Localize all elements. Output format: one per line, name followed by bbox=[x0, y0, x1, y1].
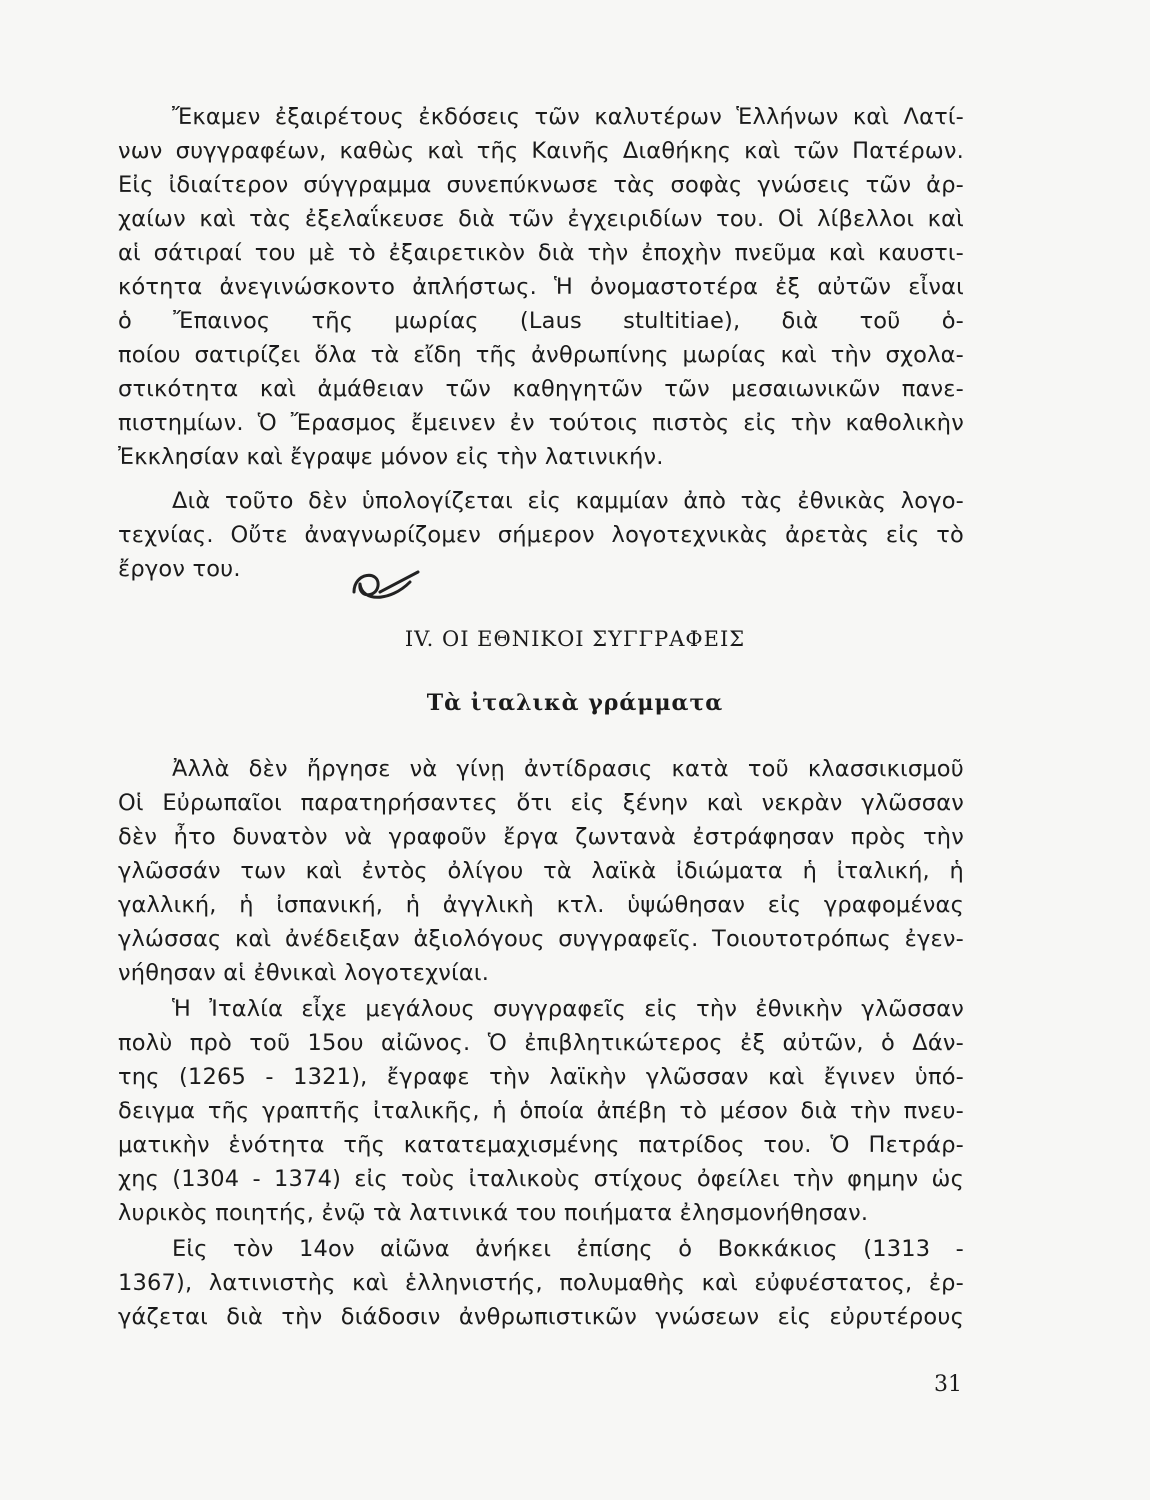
text-line: Οἱ Εὐρωπαῖοι παρατηρήσαντες ὅτι εἰς ξένην καὶ νεκρὰν γλῶσσαν bbox=[118, 790, 964, 816]
text-line: Ἐκκλησίαν καὶ ἔγραψε μόνον εἰς τὴν λατινικήν. bbox=[118, 444, 664, 470]
text-line: πιστημίων. Ὁ Ἔρασμος ἔμεινεν ἐν τούτοις πιστὸς εἰς τὴν καθολικὴν bbox=[118, 410, 964, 436]
text-line: γλῶσσάν των καὶ ἐντὸς ὀλίγου τὰ λαϊκὰ ἰδιώματα ἡ ἰταλική, ἡ bbox=[118, 858, 964, 884]
text-line: νων συγγραφέων, καθὼς καὶ τῆς Καινῆς Διαθήκης καὶ τῶν Πατέρων. bbox=[118, 138, 964, 164]
text-line: λυρικὸς ποιητής, ἐνῷ τὰ λατινικά του ποιήματα ἐλησμονήθησαν. bbox=[118, 1200, 869, 1226]
text-line: γλώσσας καὶ ἀνέδειξαν ἀξιολόγους συγγραφεῖς. Τοιουτοτρόπως ἐγεν- bbox=[118, 926, 964, 952]
text-line: δὲν ἦτο δυνατὸν νὰ γραφοῦν ἔργα ζωντανὰ ἐστράφησαν πρὸς τὴν bbox=[118, 824, 964, 850]
text-line: αἱ σάτιραί του μὲ τὸ ἐξαιρετικὸν διὰ τὴν ἐποχὴν πνεῦμα καὶ καυστι- bbox=[118, 240, 964, 266]
ornament-icon bbox=[340, 562, 430, 612]
text-line: πολὺ πρὸ τοῦ 15ου αἰῶνος. Ὁ ἐπιβλητικώτερος ἐξ αὐτῶν, ὁ Δάν- bbox=[118, 1030, 964, 1056]
text-line: νήθησαν αἱ ἐθνικαὶ λογοτεχνίαι. bbox=[118, 960, 490, 986]
text-line: της (1265 - 1321), ἔγραφε τὴν λαϊκὴν γλῶσσαν καὶ ἔγινεν ὑπό- bbox=[118, 1064, 964, 1090]
text-line: Διὰ τοῦτο δὲν ὑπολογίζεται εἰς καμμίαν ἀπὸ τὰς ἐθνικὰς λογο- bbox=[172, 488, 964, 514]
subheading: Τὰ ἰταλικὰ γράμματα bbox=[426, 690, 724, 716]
text-line: χαίων καὶ τὰς ἐξελαΐκευσε διὰ τῶν ἐγχειριδίων του. Οἱ λίβελλοι καὶ bbox=[118, 206, 964, 232]
text-line: ποίου σατιρίζει ὅλα τὰ εἴδη τῆς ἀνθρωπίνης μωρίας καὶ τὴν σχολα- bbox=[118, 342, 964, 368]
text-line: Ἔκαμεν ἐξαιρέτους ἐκδόσεις τῶν καλυτέρων Ἑλλήνων καὶ Λατί- bbox=[172, 104, 964, 130]
section-heading: IV. ΟΙ ΕΘΝΙΚΟΙ ΣΥΓΓΡΑΦΕΙΣ bbox=[404, 627, 746, 651]
text-line: ἔργον του. bbox=[118, 556, 241, 582]
text-line: 1367), λατινιστὴς καὶ ἑλληνιστής, πολυμαθὴς καὶ εὐφυέστατος, ἐρ- bbox=[118, 1270, 964, 1296]
text-line: ὁ Ἔπαινος τῆς μωρίας (Laus stultitiae), διὰ τοῦ ὁ- bbox=[118, 308, 964, 334]
text-line: στικότητα καὶ ἀμάθειαν τῶν καθηγητῶν τῶν μεσαιωνικῶν πανε- bbox=[118, 376, 964, 402]
text-line: τεχνίας. Οὔτε ἀναγνωρίζομεν σήμερον λογοτεχνικὰς ἀρετὰς εἰς τὸ bbox=[118, 522, 964, 548]
text-line: Ἀλλὰ δὲν ἤργησε νὰ γίνῃ ἀντίδρασις κατὰ τοῦ κλασσικισμοῦ bbox=[172, 756, 964, 782]
text-line: χης (1304 - 1374) εἰς τοὺς ἰταλικοὺς στίχους ὀφείλει τὴν φημην ὡς bbox=[118, 1166, 964, 1192]
text-line: γαλλική, ἡ ἰσπανική, ἡ ἀγγλικὴ κτλ. ὑψώθησαν εἰς γραφομένας bbox=[118, 892, 964, 918]
text-line: δειγμα τῆς γραπτῆς ἰταλικῆς, ἡ ὁποία ἀπέβη τὸ μέσον διὰ τὴν πνευ- bbox=[118, 1098, 964, 1124]
text-line: Εἰς τὸν 14ον αἰῶνα ἀνήκει ἐπίσης ὁ Βοκκάκιος (1313 - bbox=[172, 1236, 964, 1262]
text-line: Ἡ Ἰταλία εἶχε μεγάλους συγγραφεῖς εἰς τὴν ἐθνικὴν γλῶσσαν bbox=[172, 996, 964, 1022]
text-line: κότητα ἀνεγινώσκοντο ἀπλήστως. Ἡ ὀνομαστοτέρα ἐξ αὐτῶν εἶναι bbox=[118, 274, 964, 300]
text-line: γάζεται διὰ τὴν διάδοσιν ἀνθρωπιστικῶν γνώσεων εἰς εὐρυτέρους bbox=[118, 1304, 964, 1330]
page-number: 31 bbox=[934, 1372, 962, 1397]
text-line: Εἰς ἰδιαίτερον σύγγραμμα συνεπύκνωσε τὰς σοφὰς γνώσεις τῶν ἀρ- bbox=[118, 172, 964, 198]
text-line: ματικὴν ἑνότητα τῆς κατατεμαχισμένης πατρίδος του. Ὁ Πετράρ- bbox=[118, 1132, 964, 1158]
